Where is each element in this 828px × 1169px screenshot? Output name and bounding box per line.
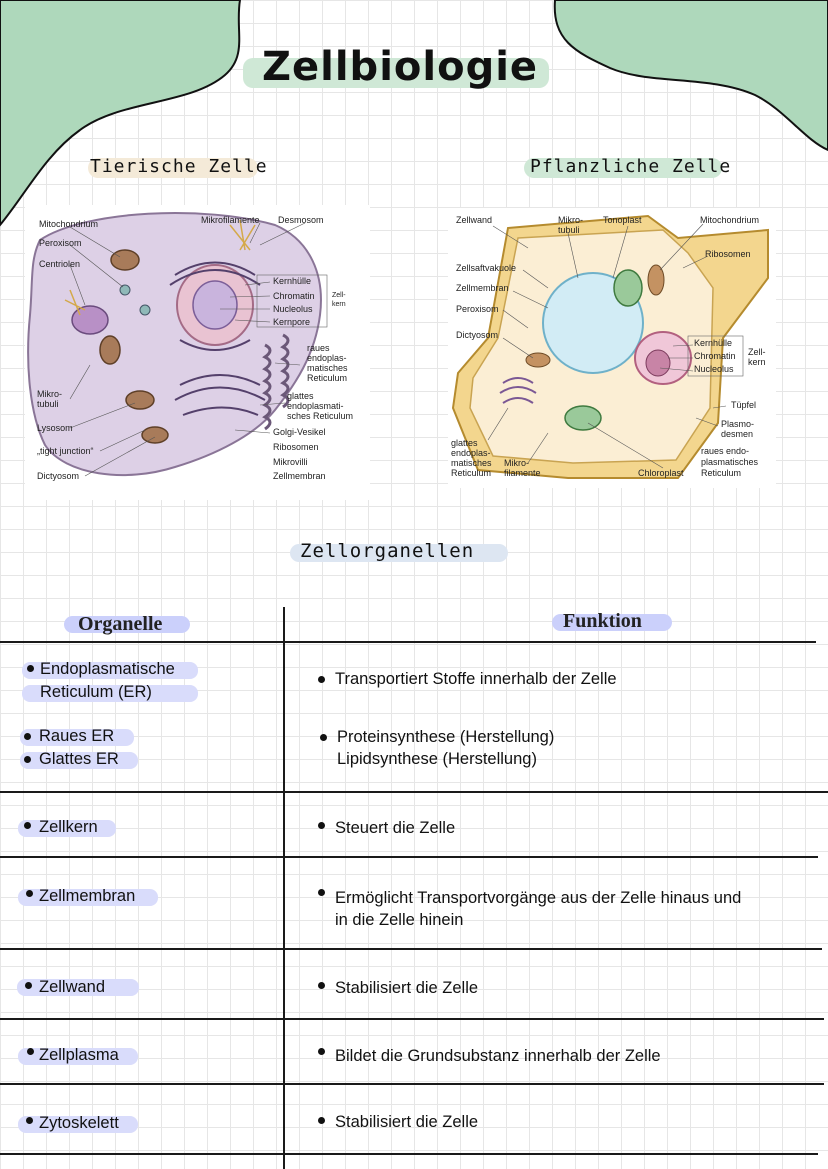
plant-label-nucleolus: Nucleolus	[694, 364, 734, 374]
organelle-label: Raues ER	[39, 727, 115, 745]
plant-label-mikrofilament-2: filamente	[504, 468, 541, 478]
organelle-label: Zellplasma	[39, 1046, 119, 1064]
label-mikrotubuli-1: Mikro-	[37, 389, 62, 399]
label-mitochondrium: Mitochondrium	[39, 219, 99, 229]
bullet-dot	[318, 676, 325, 683]
label-glattes-2: endoplasmati-	[287, 401, 344, 411]
plant-label-mitochondrium: Mitochondrium	[700, 215, 760, 225]
plant-label-chromatin: Chromatin	[694, 351, 736, 361]
bullet-dot	[24, 822, 31, 829]
plant-label-raues-2: plasmatisches	[701, 457, 759, 467]
label-zellmembran: Zellmembran	[273, 471, 326, 481]
table-row-line-1	[0, 791, 828, 793]
label-zellkern-1: Zell-	[332, 292, 346, 299]
label-raues-4: Reticulum	[307, 373, 348, 383]
bullet-dot	[318, 982, 325, 989]
bullet-dot	[26, 1117, 33, 1124]
table-row-line-2	[0, 856, 818, 858]
label-mikrotubuli-2: tubuli	[37, 399, 59, 409]
label-desmosom: Desmosom	[278, 215, 324, 225]
organelle-er	[22, 658, 175, 704]
table-row-line-3	[0, 948, 822, 950]
plant-label-raues-1: raues endo-	[701, 446, 750, 456]
plant-label-chloroplast: Chloroplast	[638, 468, 684, 478]
plant-label-glattes-1: glattes	[451, 438, 478, 448]
function-text: Transportiert Stoffe innerhalb der Zelle	[335, 670, 617, 688]
plant-label-zellsaftvakuole: Zellsaftvakuole	[456, 263, 517, 273]
function-text: Steuert die Zelle	[335, 819, 456, 837]
plant-cell-diagram	[448, 208, 776, 488]
function-line: Lipidsynthese (Herstellung)	[337, 750, 537, 768]
plant-label-mikrofilament-1: Mikro-	[504, 458, 529, 468]
plant-label-peroxisom: Peroxisom	[456, 304, 499, 314]
label-tight-junction: „tight junction“	[37, 446, 94, 456]
label-lysosom: Lysosom	[37, 423, 73, 433]
organelle-label: Zellwand	[39, 978, 106, 996]
green-corner-blob-right	[540, 0, 828, 170]
organelle-zellwand	[17, 976, 105, 999]
label-golgi: Golgi-Vesikel	[273, 427, 326, 437]
bullet-dot	[27, 665, 34, 672]
organelle-label: Zellmembran	[39, 887, 136, 905]
function-text: Stabilisiert die Zelle	[335, 979, 479, 997]
label-ribosomen: Ribosomen	[273, 442, 319, 452]
bullet-dot	[26, 890, 33, 897]
bullet-dot	[320, 734, 327, 741]
plant-label-kernhuelle: Kernhülle	[694, 338, 733, 348]
label-raues-3: matisches	[307, 363, 348, 373]
label-kernhuelle: Kernhülle	[273, 276, 312, 286]
table-row-line-5	[0, 1083, 824, 1085]
label-chromatin: Chromatin	[273, 291, 315, 301]
plant-label-ribosomen: Ribosomen	[705, 249, 751, 259]
label-mikrofilamente: Mikrofilamente	[201, 215, 260, 225]
label-nucleolus: Nucleolus	[273, 304, 313, 314]
label-glattes-1: glattes	[287, 391, 314, 401]
page-title: Zellbiologie	[262, 44, 539, 90]
bullet-dot	[318, 1117, 325, 1124]
bullet-dot	[318, 889, 325, 896]
function-text	[335, 887, 741, 931]
function-text: Bildet die Grundsubstanz innerhalb der Zelle	[335, 1047, 661, 1065]
plant-label-plasmodesmen-2: desmen	[721, 429, 754, 439]
animal-cell-diagram	[25, 205, 370, 500]
plant-label-mikrotubuli-1: Mikro-	[558, 215, 583, 225]
plant-label-tuepfel: Tüpfel	[731, 400, 757, 410]
plant-label-glattes-2: endoplas-	[451, 448, 491, 458]
organelles-heading: Zellorganellen	[300, 540, 475, 562]
organelle-zytoskelett	[18, 1112, 119, 1135]
plant-label-plasmodesmen-1: Plasmo-	[721, 419, 755, 429]
organelle-label: Zytoskelett	[39, 1114, 119, 1132]
plant-label-glattes-4: Reticulum	[451, 468, 492, 478]
plant-label-mikrotubuli-2: tubuli	[558, 225, 580, 235]
plant-label-zellkern-1: Zell-	[748, 347, 766, 357]
label-raues-1: raues	[307, 343, 330, 353]
plant-cell-heading: Pflanzliche Zelle	[530, 156, 732, 177]
organelle-zellplasma	[18, 1044, 119, 1067]
organelle-zellmembran	[18, 885, 135, 908]
organelle-column-header: Organelle	[78, 613, 163, 635]
organelle-label: Reticulum (ER)	[40, 683, 152, 701]
label-centriolen: Centriolen	[39, 259, 81, 269]
label-kernpore: Kernpore	[273, 317, 311, 327]
bullet-dot	[24, 733, 31, 740]
label-mikrovilli: Mikrovilli	[273, 457, 308, 467]
function-text: Stabilisiert die Zelle	[335, 1113, 479, 1131]
label-zellkern-2: kern	[332, 301, 346, 308]
table-row-line-6	[0, 1153, 818, 1155]
organelle-label: Endoplasmatische	[40, 660, 175, 678]
plant-label-zellmembran: Zellmembran	[456, 283, 509, 293]
plant-label-raues-3: Reticulum	[701, 468, 742, 478]
plant-label-glattes-3: matisches	[451, 458, 492, 468]
organelle-label: Glattes ER	[39, 750, 119, 768]
label-raues-2: endoplas-	[307, 353, 347, 363]
function-line: Proteinsynthese (Herstellung)	[337, 728, 555, 746]
plant-label-dictyosom: Dictyosom	[456, 330, 499, 340]
green-corner-blob-left	[0, 0, 260, 240]
label-dictyosom: Dictyosom	[37, 471, 80, 481]
organelle-zellkern	[18, 816, 98, 839]
function-line: in die Zelle hinein	[335, 911, 464, 929]
bullet-dot	[318, 1048, 325, 1055]
plant-label-tonoplast: Tonoplast	[603, 215, 642, 225]
table-header-line	[0, 641, 816, 643]
plant-label-zellwand: Zellwand	[456, 215, 493, 225]
bullet-dot	[318, 822, 325, 829]
label-peroxisom: Peroxisom	[39, 238, 82, 248]
function-column-header: Funktion	[563, 610, 642, 632]
organelle-raues-glattes-er	[20, 725, 119, 771]
label-glattes-3: sches Reticulum	[287, 411, 354, 421]
animal-cell-heading: Tierische Zelle	[90, 156, 268, 177]
bullet-dot	[24, 756, 31, 763]
plant-label-zellkern-2: kern	[748, 357, 766, 367]
function-line: Ermöglicht Transportvorgänge aus der Zelle hinaus und	[335, 889, 742, 907]
bullet-dot	[27, 1048, 34, 1055]
table-row-line-4	[0, 1018, 824, 1020]
organelle-label: Zellkern	[39, 818, 98, 836]
function-text	[337, 726, 554, 770]
bullet-dot	[25, 982, 32, 989]
